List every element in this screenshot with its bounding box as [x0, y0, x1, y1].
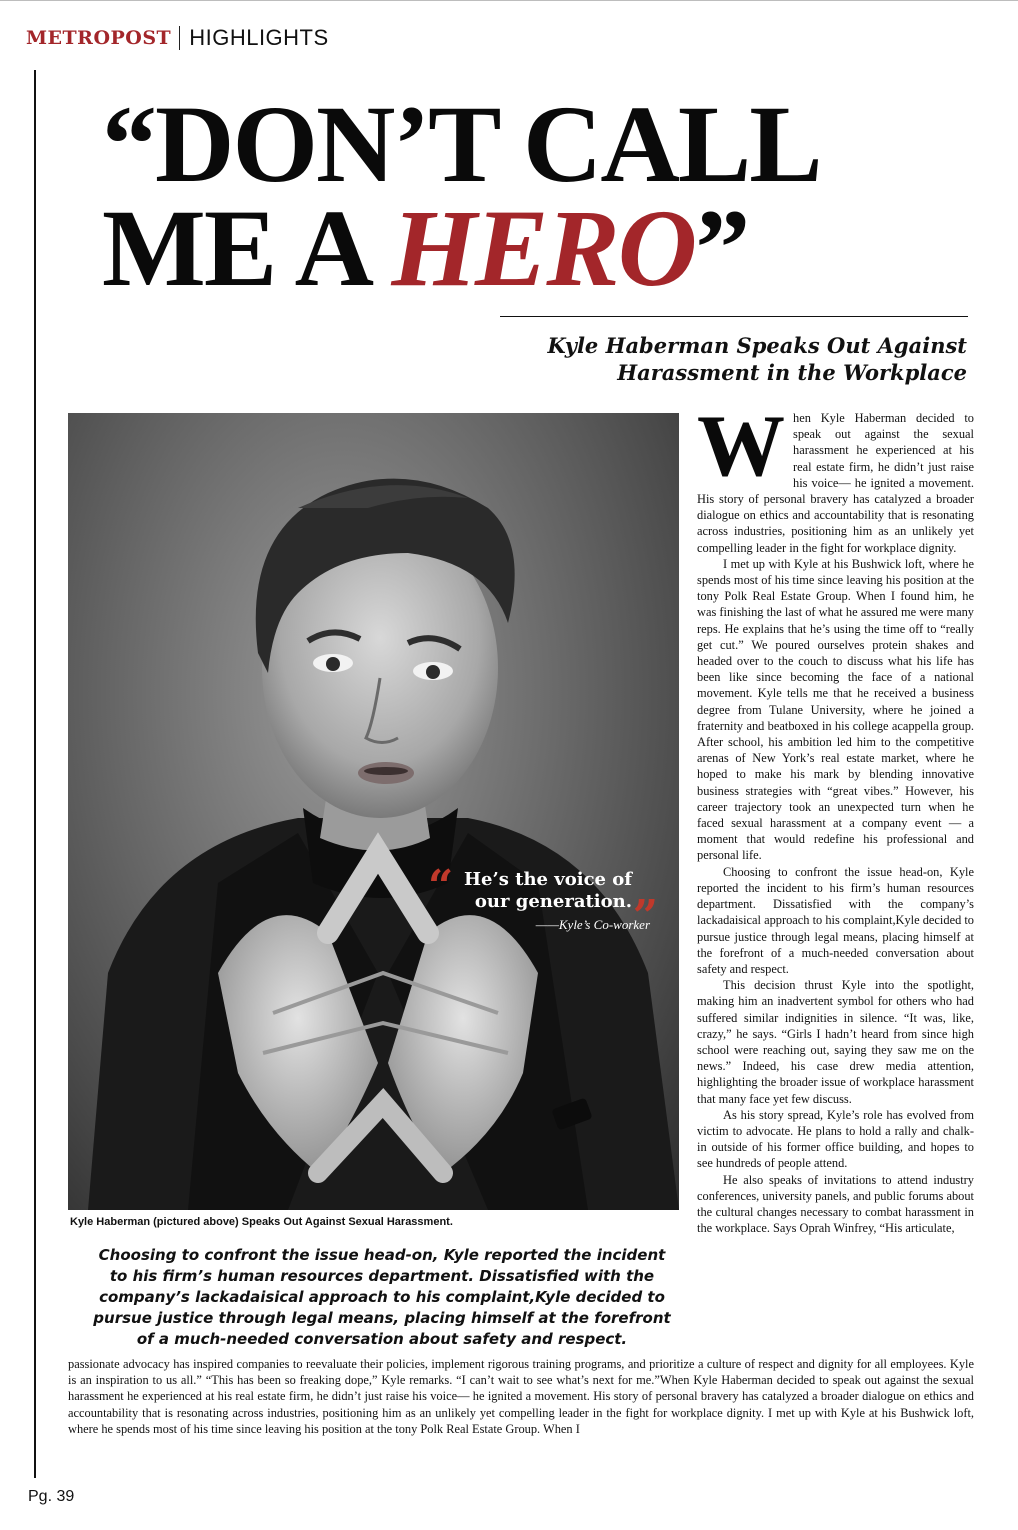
masthead — [26, 26, 329, 50]
headline-rule — [500, 316, 968, 317]
subheadline-line-2: Harassment in the Workplace — [617, 360, 967, 385]
masthead-divider — [179, 26, 180, 50]
top-rule — [0, 0, 1018, 1]
pull-quote-attribution: ——Kyle’s Co-worker — [535, 917, 650, 932]
section-label: HIGHLIGHTS — [189, 25, 329, 50]
article-paragraph-3: Choosing to confront the issue head-on, Kyle reported the incident to his firm’s human resources department. Dissatisfied with the company’s lackadaisical approach to his complaint,Kyle decided to pursue justice through legal means, placing himself at the forefront of a much-needed conversation about safety and respect. — [697, 864, 974, 976]
article-paragraph-1: hen Kyle Haberman decided to speak out against the sexual harassment he experienced at his real estate firm, he didn’t just raise his voice— he ignited a movement. His story of personal bravery has catalyzed a broader dialogue on ethics and accountability that is resonating across industries, positioning him as an unlikely yet compelling leader in the fight for workplace dignity. — [697, 411, 974, 555]
headline-line-1: “DON’T CALL — [102, 83, 821, 205]
article-paragraph-6: He also speaks of invitations to attend industry conferences, university panels, and public forums about the cultural changes necessary to combat harassment in the workplace. Says Oprah Winfrey, “His articulate, — [697, 1172, 974, 1236]
article-paragraph-4: This decision thrust Kyle into the spotlight, making him an inadvertent symbol for others who had suffered similar indignities in silence. “It was, like, crazy,” he says. “Girls I hadn’t heard from since high school were reaching out, saying they saw me on the news.” Indeed, his case drew media attention, highlighting the broader issue of workplace harassment that many face yet few discuss. — [697, 978, 974, 1106]
article-paragraph-2: I met up with Kyle at his Bushwick loft, where he spends most of his time since leaving his position at the tony Polk Real Estate Group. When I found him, he was finishing the last of what he assured me were many reps. He explains that he’s using the time off to “really get cut.” We poured ourselves protein shakes and headed over to the couch to discuss what his life has been like since becoming the face of a national movement. Kyle tells me that he received a business degree from Tulane University, where he joined a fraternity and beatboxed in his college acappella group. After school, his ambition led him to the competitive arenas of New York’s real estate market, where he hoped to make his mark by blending innovative business strategies with “great vibes.” However, his career trajectory took an unexpected turn when he faced sexual harassment at a company event — a moment that would redefine his professional and personal life. — [697, 556, 974, 863]
headline-line-2-suffix: ” — [695, 187, 749, 309]
article-body-column — [697, 398, 974, 1236]
headline-emphasis: HERO — [391, 187, 696, 309]
portrait-photo — [68, 413, 679, 1210]
quote-open-mark: “ — [428, 861, 454, 912]
pull-quote — [428, 861, 658, 942]
headline — [102, 83, 982, 309]
drop-cap: W — [697, 398, 785, 495]
left-vertical-rule — [34, 70, 36, 1478]
photo-caption: Kyle Haberman (pictured above) Speaks Out Against Sexual Harassment. — [70, 1216, 453, 1228]
quote-close-mark: ” — [632, 891, 658, 942]
headline-line-2-prefix: ME A — [102, 187, 392, 309]
brand-logo: METROPOST — [26, 27, 172, 49]
subheadline-line-1: Kyle Haberman Speaks Out Against — [547, 333, 967, 358]
article-body-continued: passionate advocacy has inspired companies to reevaluate their policies, implement rigorous training programs, and prioritize a culture of respect and dignity for all employees. Kyle is an inspiration to us all.” “This has been so freaking dope,” Kyle remarks. “I can’t wait to see what’s next for me.”When Kyle Haberman decided to speak out against the sexual harassment he experienced at his real estate firm, he didn’t just raise his voice— he ignited a movement. His story of personal bravery has catalyzed a broader dialogue on ethics and accountability that is resonating across industries, positioning him as an unlikely yet compelling leader in the fight for workplace dignity. I met up with Kyle at his Bushwick loft, where he spends most of his time since leaving his position at the tony Polk Real Estate Group. When I — [68, 1357, 974, 1436]
subheadline — [480, 332, 967, 386]
pull-quote-text: He’s the voice of our generation. — [464, 869, 632, 912]
callout-quote: Choosing to confront the issue head-on, Kyle reported the incident to his firm’s human resources department. Dissatisfied with the company’s lackadaisical approach to his complaint,Kyle decided to pursue justice through legal means, placing himself at the forefront of a much-needed conversation about safety and respect. — [93, 1246, 671, 1348]
article-paragraph-5: As his story spread, Kyle’s role has evolved from victim to advocate. He plans to hold a rally and chalk-in outside of his former office building, and hopes to see hundreds of people attend. — [697, 1107, 974, 1171]
portrait-illustration — [68, 413, 679, 1210]
page-number: Pg. 39 — [28, 1488, 75, 1505]
